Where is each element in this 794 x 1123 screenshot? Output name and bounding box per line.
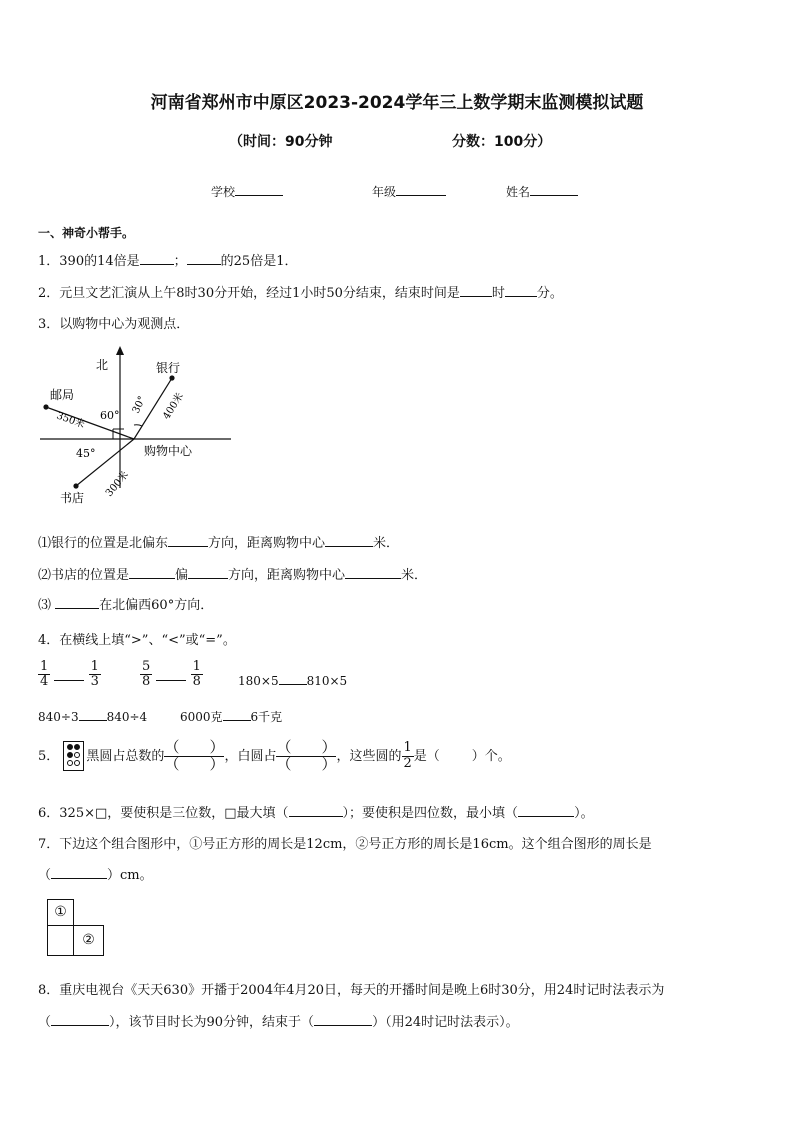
answer-blank[interactable] [79, 708, 107, 721]
question-4-intro: 4．在横线上填“>”、“<”或“=”。 [38, 633, 236, 648]
answer-blank[interactable] [55, 596, 99, 609]
grade-field[interactable]: 年级 [372, 183, 446, 200]
answer-blank[interactable] [168, 534, 208, 547]
question-7-answer: （ ）cm。 [38, 868, 153, 883]
answer-blank[interactable] [223, 708, 251, 721]
question-3-1: ⑴银行的位置是北偏东 方向，距离购物中心 米． [38, 536, 400, 551]
post-point [43, 404, 48, 409]
square-2-left [47, 925, 74, 956]
answer-blank[interactable] [51, 1013, 109, 1026]
compare-expression-3: 6000克 6千克 [180, 710, 283, 724]
question-2: 2．元旦文艺汇演从上午8时30分开始，经过1小时50分结束，结束时间是 时 分。 [38, 286, 563, 301]
question-1: 1．390的14倍是 ； 的25倍是1． [38, 254, 298, 269]
question-7: 7．下边这个组合图形中，①号正方形的周长是12cm，②号正方形的周长是16cm。这个组合图形的周长是 [38, 837, 652, 852]
bank-point [169, 375, 174, 380]
question-6: 6．325×□，要使积是三位数，□最大填（ ）；要使积是四位数，最小填（ ）。 [38, 806, 594, 821]
question-8: 8．重庆电视台《天天630》开播于2004年4月20日，每天的开播时间是晚上6时30分，用24时记时法表示为 [38, 983, 665, 998]
name-field[interactable]: 姓名 [506, 183, 578, 200]
answer-blank[interactable] [129, 566, 175, 579]
fraction: $\frac{1}{3}$ [90, 659, 99, 690]
fraction: $\frac{5}{8}$ [142, 659, 151, 690]
compare-expression-1: 180×5 810×5 [238, 674, 348, 688]
school-field[interactable]: 学校 [211, 183, 283, 200]
compare-expression-2: 840÷3 840÷4 [38, 710, 148, 724]
square-2: ② [73, 925, 104, 956]
answer-blank[interactable] [54, 668, 84, 681]
exam-score: 分数：100分） [452, 134, 552, 150]
answer-blank[interactable] [325, 534, 373, 547]
answer-blank[interactable] [156, 668, 186, 681]
square-1: ① [47, 899, 74, 926]
post-label: 邮局 [50, 388, 75, 402]
answer-blank[interactable] [345, 566, 401, 579]
answer-blank[interactable] [140, 252, 174, 265]
answer-blank[interactable] [289, 804, 343, 817]
answer-blank[interactable] [518, 804, 574, 817]
page-title: 河南省郑州市中原区2023-2024学年三上数学期末监测模拟试题 [150, 93, 644, 113]
question-3-intro: 3．以购物中心为观测点． [38, 317, 190, 332]
north-arrow-icon [116, 346, 124, 355]
answer-blank[interactable] [314, 1013, 372, 1026]
question-3-3: ⑶ 在北偏西60°方向． [38, 598, 214, 613]
exam-time: （时间：90分钟 [229, 134, 333, 150]
center-label: 购物中心 [144, 444, 193, 458]
answer-blank[interactable] [187, 252, 221, 265]
north-label: 北 [96, 358, 109, 372]
answer-blank[interactable] [505, 284, 537, 297]
distance-350-label: 350米 [54, 410, 87, 431]
question-5: 5． 黑圆占总数的 （ ） （ ） ，白圆占 （ ） （ ） ，这些圆的 $\frac{1}{2}$ 是（ ）个。 [38, 738, 511, 773]
answer-blank[interactable] [188, 566, 228, 579]
bank-label: 银行 [156, 361, 181, 375]
angle-60-label: 60° [100, 409, 120, 422]
book-point [73, 483, 78, 488]
section-heading: 一、神奇小帮手。 [38, 226, 135, 240]
answer-blank[interactable] [279, 672, 307, 685]
answer-blank[interactable] [51, 866, 107, 879]
answer-fraction[interactable]: （ ） （ ） [164, 738, 225, 773]
fraction: $\frac{1}{2}$ [403, 740, 412, 771]
angle-30-label: 30° [130, 394, 149, 416]
question-8-answer: （ ），该节目时长为90分钟，结束于（ ）（用24时记时法表示）。 [38, 1015, 519, 1030]
question-3-2: ⑵书店的位置是 偏 方向，距离购物中心 米． [38, 568, 428, 583]
fraction: $\frac{1}{8}$ [192, 659, 201, 690]
angle-arc [134, 425, 142, 426]
direction-diagram [38, 342, 238, 512]
answer-blank[interactable] [460, 284, 492, 297]
answer-fraction[interactable]: （ ） （ ） [276, 738, 337, 773]
circles-icon [63, 741, 84, 771]
distance-300-label: 300米 [103, 469, 131, 499]
angle-45-label: 45° [76, 447, 96, 460]
distance-400-label: 400米 [161, 391, 186, 422]
fraction: $\frac{1}{4}$ [40, 659, 49, 690]
book-label: 书店 [60, 491, 85, 505]
compare-fraction-1 [38, 660, 101, 690]
compare-fraction-2 [140, 660, 203, 690]
